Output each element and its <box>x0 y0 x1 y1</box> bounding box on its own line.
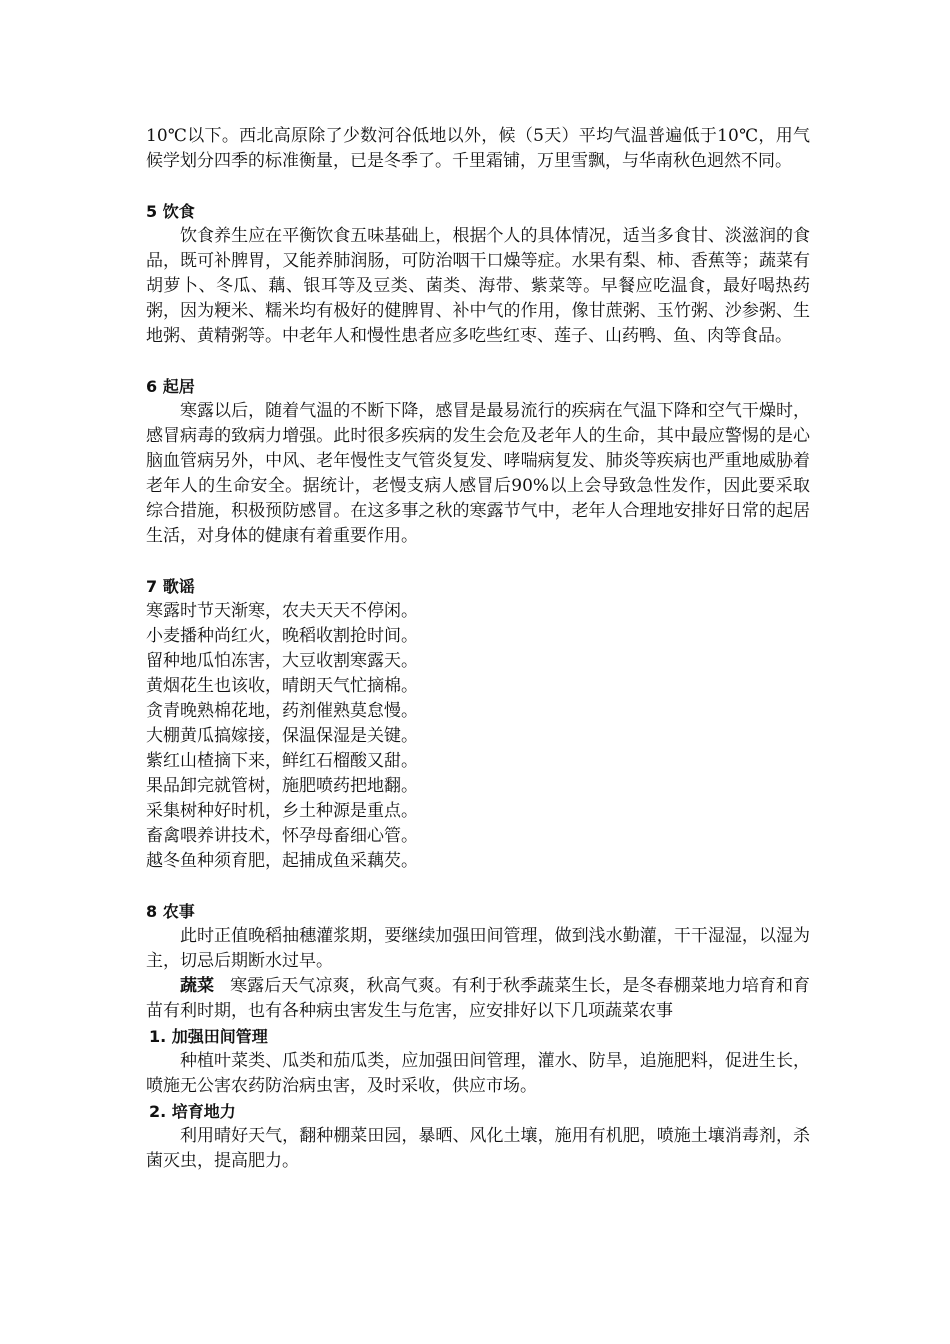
ballad-line: 畜禽喂养讲技术，怀孕母畜细心管。 <box>146 826 418 846</box>
item-heading-field-management: 1. 加强田间管理 <box>149 1027 268 1046</box>
item-body-soil-fertility: 利用晴好天气，翻种棚菜田园，暴晒、风化土壤，施用有机肥，喷施土壤消毒剂，杀菌灭虫，提高肥力。 <box>146 1126 810 1171</box>
ballad-line: 果品卸完就管树，施肥喷药把地翻。 <box>146 776 418 796</box>
section-heading-diet: 5 饮食 <box>146 202 195 221</box>
ballad-line: 大棚黄瓜搞嫁接，保温保湿是关键。 <box>146 726 418 746</box>
section-heading-daily-life: 6 起居 <box>146 377 195 396</box>
section-body-farming: 此时正值晚稻抽穗灌浆期，要继续加强田间管理，做到浅水勤灌，干干湿湿，以湿为主，切忌后期断水过早。 <box>146 926 810 971</box>
ballad-line: 采集树种好时机，乡土种源是重点。 <box>146 801 418 821</box>
document-page <box>146 124 810 1174</box>
ballad-lines <box>146 599 810 874</box>
ballad-line: 紫红山楂摘下来，鲜红石榴酸又甜。 <box>146 751 418 771</box>
section-body-diet: 饮食养生应在平衡饮食五味基础上，根据个人的具体情况，适当多食甘、淡滋润的食品，既可补脾胃，又能养肺润肠，可防治咽干口燥等症。水果有梨、柿、香蕉等；蔬菜有胡萝卜、冬瓜、藕、银耳等及豆类、菌类、海带、紫菜等。早餐应吃温食，最好喝热药粥，因为粳米、糯米均有极好的健脾胃、补中气的作用，像甘蔗粥、玉竹粥、沙参粥、生地粥、黄精粥等。中老年人和慢性患者应多吃些红枣、莲子、山药鸭、鱼、肉等食品。 <box>146 226 810 346</box>
spacer <box>146 549 810 574</box>
ballad-line: 留种地瓜怕冻害，大豆收割寒露天。 <box>146 651 418 671</box>
ballad-line: 越冬鱼种须育肥，起捕成鱼采藕芡。 <box>146 851 418 871</box>
spacer <box>146 174 810 199</box>
ballad-line: 寒露时节天渐寒，农夫天天不停闲。 <box>146 601 418 621</box>
ballad-line: 贪青晚熟棉花地，药剂催熟莫怠慢。 <box>146 701 418 721</box>
section-heading-farming: 8 农事 <box>146 902 195 921</box>
spacer <box>146 874 810 899</box>
vegetable-text: 寒露后天气凉爽，秋高气爽。有利于秋季蔬菜生长，是冬春棚菜地力培育和育苗有利时期，也有各种病虫害发生与危害，应安排好以下几项蔬菜农事 <box>146 976 811 1021</box>
vegetable-paragraph <box>146 974 810 1024</box>
intro-paragraph: 10℃以下。西北高原除了少数河谷低地以外，候（5天）平均气温普遍低于10℃，用气候学划分四季的标准衡量，已是冬季了。千里霜铺，万里雪飘，与华南秋色迥然不同。 <box>146 126 810 171</box>
ballad-line: 小麦播种尚红火，晚稻收割抢时间。 <box>146 626 418 646</box>
spacer <box>146 349 810 374</box>
section-heading-ballad: 7 歌谣 <box>146 577 195 596</box>
vegetable-label: 蔬菜 <box>180 976 215 996</box>
ballad-line: 黄烟花生也该收，晴朗天气忙摘棉。 <box>146 676 418 696</box>
item-body-field-management: 种植叶菜类、瓜类和茄瓜类，应加强田间管理，灌水、防旱，追施肥料，促进生长，喷施无公害农药防治病虫害，及时采收，供应市场。 <box>146 1051 810 1096</box>
item-heading-soil-fertility: 2. 培育地力 <box>149 1102 236 1121</box>
section-body-daily-life: 寒露以后，随着气温的不断下降，感冒是最易流行的疾病在气温下降和空气干燥时，感冒病毒的致病力增强。此时很多疾病的发生会危及老年人的生命，其中最应警惕的是心脑血管病另外，中风、老年慢性支气管炎复发、哮喘病复发、肺炎等疾病也严重地威胁着老年人的生命安全。据统计，老慢支病人感冒后90%以上会导致急性发作，因此要采取综合措施，积极预防感冒。在这多事之秋的寒露节气中，老年人合理地安排好日常的起居生活，对身体的健康有着重要作用。 <box>146 401 810 546</box>
